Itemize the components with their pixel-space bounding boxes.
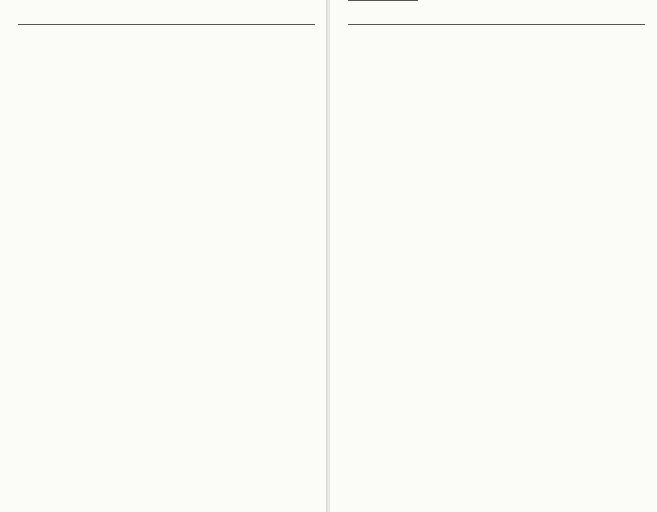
footnote-rule [348,0,418,1]
right-page [330,0,657,512]
right-header-rule [348,24,645,25]
right-header [348,10,645,22]
left-header-rule [18,24,315,25]
left-page [0,0,327,512]
left-header [18,10,315,22]
